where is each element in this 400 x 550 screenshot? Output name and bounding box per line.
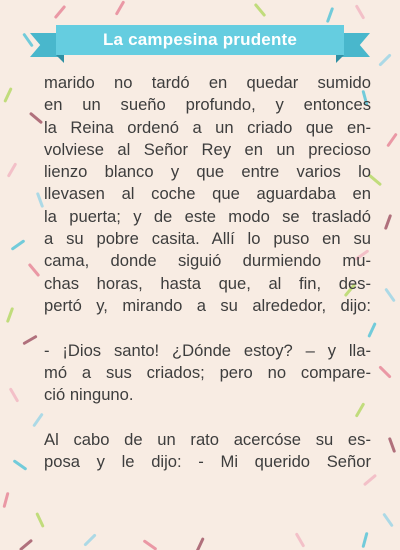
confetti-piece [6, 307, 14, 323]
confetti-piece [355, 4, 366, 19]
confetti-piece [36, 192, 44, 208]
confetti-piece [361, 532, 368, 548]
paragraph-gap [44, 406, 371, 428]
confetti-piece [384, 214, 392, 230]
text-line: a su pobre casita. Allí lo puso en su [44, 229, 371, 249]
paragraph-gap [44, 317, 371, 339]
confetti-piece [3, 87, 12, 103]
confetti-piece [388, 437, 396, 453]
text-line: lienzo blanco y que entre varios lo [44, 162, 371, 182]
confetti-piece [254, 3, 267, 17]
text-line: pertó y, mirando a su alrededor, dijo: [44, 295, 371, 315]
confetti-piece [382, 513, 394, 528]
confetti-piece [2, 492, 9, 508]
confetti-piece [22, 335, 37, 346]
confetti-piece [363, 474, 377, 487]
confetti-piece [384, 288, 396, 303]
confetti-piece [83, 533, 96, 546]
confetti-piece [28, 263, 41, 277]
confetti-piece [11, 239, 26, 251]
text-line: chas horas, hasta que, al fin, des- [44, 273, 371, 293]
confetti-piece [19, 539, 33, 550]
paragraph [44, 429, 371, 474]
text-line: - ¡Dios santo! ¿Dónde estoy? – y lla- [44, 340, 371, 360]
text-line: cama, donde siguió durmiendo mu- [44, 251, 371, 271]
confetti-piece [115, 0, 126, 15]
confetti-piece [143, 539, 158, 550]
confetti-piece [378, 365, 391, 378]
story-text [44, 72, 371, 473]
confetti-piece [326, 7, 334, 23]
text-line: en un sueño profundo, y entonces [44, 95, 371, 115]
paragraph [44, 340, 371, 407]
text-line: mó a sus criados; pero no compare- [44, 362, 371, 382]
text-line: volviese al Señor Rey en un precioso [44, 139, 371, 159]
confetti-piece [195, 537, 204, 550]
confetti-piece [7, 162, 18, 177]
confetti-piece [35, 512, 44, 528]
text-line: la Reina ordenó a un criado que en- [44, 117, 371, 137]
confetti-piece [13, 459, 28, 471]
page-title: La campesina prudente [56, 25, 344, 55]
confetti-piece [378, 53, 391, 66]
text-line: marido no tardó en quedar sumido [44, 73, 371, 92]
text-line: posa y le dijo: - Mi querido Señor [44, 452, 371, 472]
text-line: llevasen al coche que aguardaba en [44, 184, 371, 204]
text-line: Al cabo de un rato acercóse su es- [44, 429, 371, 449]
paragraph [44, 72, 371, 317]
text-line: ció ninguno. [44, 385, 134, 405]
text-line: la puerta; y de este modo se trasladó [44, 206, 371, 226]
confetti-piece [295, 532, 306, 547]
confetti-piece [29, 112, 43, 125]
confetti-piece [32, 413, 44, 428]
confetti-piece [54, 5, 67, 19]
confetti-piece [9, 387, 20, 402]
title-banner [56, 25, 344, 55]
confetti-piece [386, 133, 398, 148]
